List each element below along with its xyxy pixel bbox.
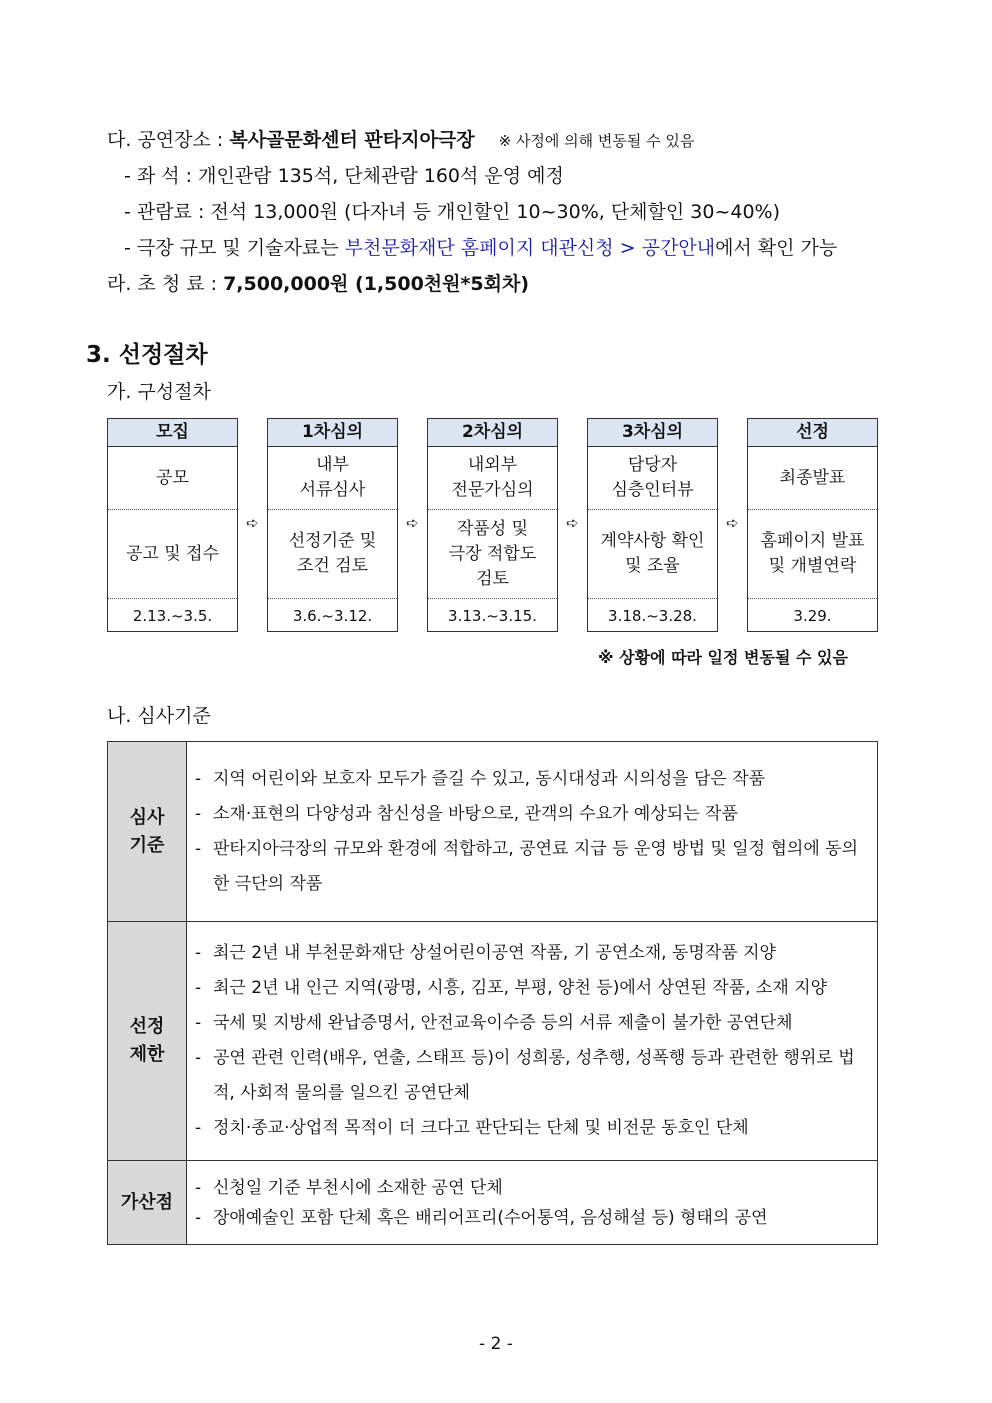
review-content bbox=[187, 742, 878, 922]
criteria-item: - 공연 관련 인력(배우, 연출, 스태프 등)이 성희롱, 성추행, 성폭행 등과 관련한 행위로 법적, 사회적 물의를 일으킨 공연단체 bbox=[195, 1041, 869, 1111]
criteria-item: - 지역 어린이와 보호자 모두가 즐길 수 있고, 동시대성과 시의성을 담은 작품 bbox=[195, 762, 869, 797]
step-date: 3.13.~3.15. bbox=[448, 607, 537, 625]
step-date: 3.29. bbox=[793, 607, 832, 625]
criteria-table bbox=[107, 741, 878, 1245]
step-header: 3차심의 bbox=[588, 419, 717, 447]
step-stage: 내외부 전문가심의 bbox=[428, 447, 557, 510]
venue-prefix: 다. 공연장소 : bbox=[107, 129, 224, 151]
venue-note: ※ 사정에 의해 변동될 수 있음 bbox=[498, 132, 695, 150]
criteria-item: - 판타지아극장의 규모와 환경에 적합하고, 공연료 지급 등 운영 방법 및 일정 협의에 동의한 극단의 작품 bbox=[195, 832, 869, 902]
info-prefix: - 극장 규모 및 기술자료는 bbox=[124, 237, 345, 259]
page-number: - 2 - bbox=[479, 1334, 513, 1354]
invite-value: 7,500,000원 (1,500천원*5회차) bbox=[223, 273, 530, 295]
criteria-item: - 최근 2년 내 인근 지역(광명, 시흥, 김포, 부평, 양천 등)에서 상연된 작품, 소재 지양 bbox=[195, 971, 869, 1006]
limit-row bbox=[108, 922, 878, 1161]
step-header: 1차심의 bbox=[268, 419, 397, 447]
step-date: 3.6.~3.12. bbox=[292, 607, 373, 625]
criteria-item: - 최근 2년 내 부천문화재단 상설어린이공연 작품, 기 공연소재, 동명작품 지양 bbox=[195, 936, 869, 971]
criteria-item: - 국세 및 지방세 완납증명서, 안전교육이수증 등의 서류 제출이 불가한 공연단체 bbox=[195, 1006, 869, 1041]
step-task: 공고 및 접수 bbox=[108, 510, 237, 599]
criteria-item: - 정치‧종교‧상업적 목적이 더 크다고 판단되는 단체 및 비전문 동호인 단체 bbox=[195, 1111, 869, 1146]
step-stage: 내부 서류심사 bbox=[268, 447, 397, 510]
step-stage: 담당자 심층인터뷰 bbox=[588, 447, 717, 510]
step-date: 2.13.~3.5. bbox=[132, 607, 213, 625]
invite-prefix: 라. 초 청 료 : bbox=[107, 273, 218, 295]
review-row bbox=[108, 742, 878, 922]
limit-label bbox=[108, 922, 187, 1161]
step-task: 홈페이지 발표 및 개별연락 bbox=[748, 510, 877, 599]
bonus-content bbox=[187, 1161, 878, 1245]
step-task: 작품성 및 극장 적합도 검토 bbox=[428, 510, 557, 599]
arrow-right-icon: ➪ bbox=[246, 514, 259, 532]
bonus-label bbox=[108, 1161, 187, 1245]
schedule-note: ※ 상황에 따라 일정 변동될 수 있음 bbox=[598, 648, 848, 667]
arrow-right-icon: ➪ bbox=[726, 514, 739, 532]
step-task: 계약사항 확인 및 조율 bbox=[588, 510, 717, 599]
arrow-right-icon: ➪ bbox=[406, 514, 419, 532]
venue-line bbox=[107, 128, 694, 153]
info-suffix: 에서 확인 가능 bbox=[715, 237, 838, 259]
section-title: 3. 선정절차 bbox=[86, 342, 208, 368]
step-header: 모집 bbox=[108, 419, 237, 447]
step-stage: 공모 bbox=[108, 447, 237, 510]
criteria-item: - 신청일 기준 부천시에 소재한 공연 단체 bbox=[195, 1173, 869, 1203]
step-header: 선정 bbox=[748, 419, 877, 447]
step-stage: 최종발표 bbox=[748, 447, 877, 510]
review-label bbox=[108, 742, 187, 922]
step-task: 선정기준 및 조건 검토 bbox=[268, 510, 397, 599]
step-date: 3.18.~3.28. bbox=[608, 607, 697, 625]
review-label-text: 심사 기준 bbox=[129, 806, 165, 856]
step-box bbox=[267, 418, 398, 632]
info-line bbox=[124, 236, 837, 260]
arrow-right-icon: ➪ bbox=[566, 514, 579, 532]
invite-line bbox=[107, 272, 529, 296]
step-box bbox=[427, 418, 558, 632]
bonus-row bbox=[108, 1161, 878, 1245]
criteria-item: - 소재‧표현의 다양성과 참신성을 바탕으로, 관객의 수요가 예상되는 작품 bbox=[195, 797, 869, 832]
step-box bbox=[587, 418, 718, 632]
limit-label-text: 선정 제한 bbox=[129, 1016, 165, 1065]
bonus-label-text: 가산점 bbox=[120, 1191, 174, 1213]
venue-name: 복사골문화센터 판타지아극장 bbox=[229, 129, 475, 151]
seats-line: - 좌 석 : 개인관람 135석, 단체관람 160석 운영 예정 bbox=[124, 165, 564, 187]
fee-line: - 관람료 : 전석 13,000원 (다자녀 등 개인할인 10~30%, 단체할인 30~40%) bbox=[124, 201, 781, 223]
step-box bbox=[747, 418, 878, 632]
step-box bbox=[107, 418, 238, 632]
limit-content bbox=[187, 922, 878, 1161]
step-header: 2차심의 bbox=[428, 419, 557, 447]
subsection-b: 나. 심사기준 bbox=[107, 705, 211, 727]
info-link[interactable]: 부천문화재단 홈페이지 대관신청 > 공간안내 bbox=[344, 237, 716, 259]
criteria-item: - 장애예술인 포함 단체 혹은 배리어프리(수어통역, 음성해설 등) 형태의 공연 bbox=[195, 1203, 869, 1233]
subsection-a: 가. 구성절차 bbox=[107, 381, 211, 403]
